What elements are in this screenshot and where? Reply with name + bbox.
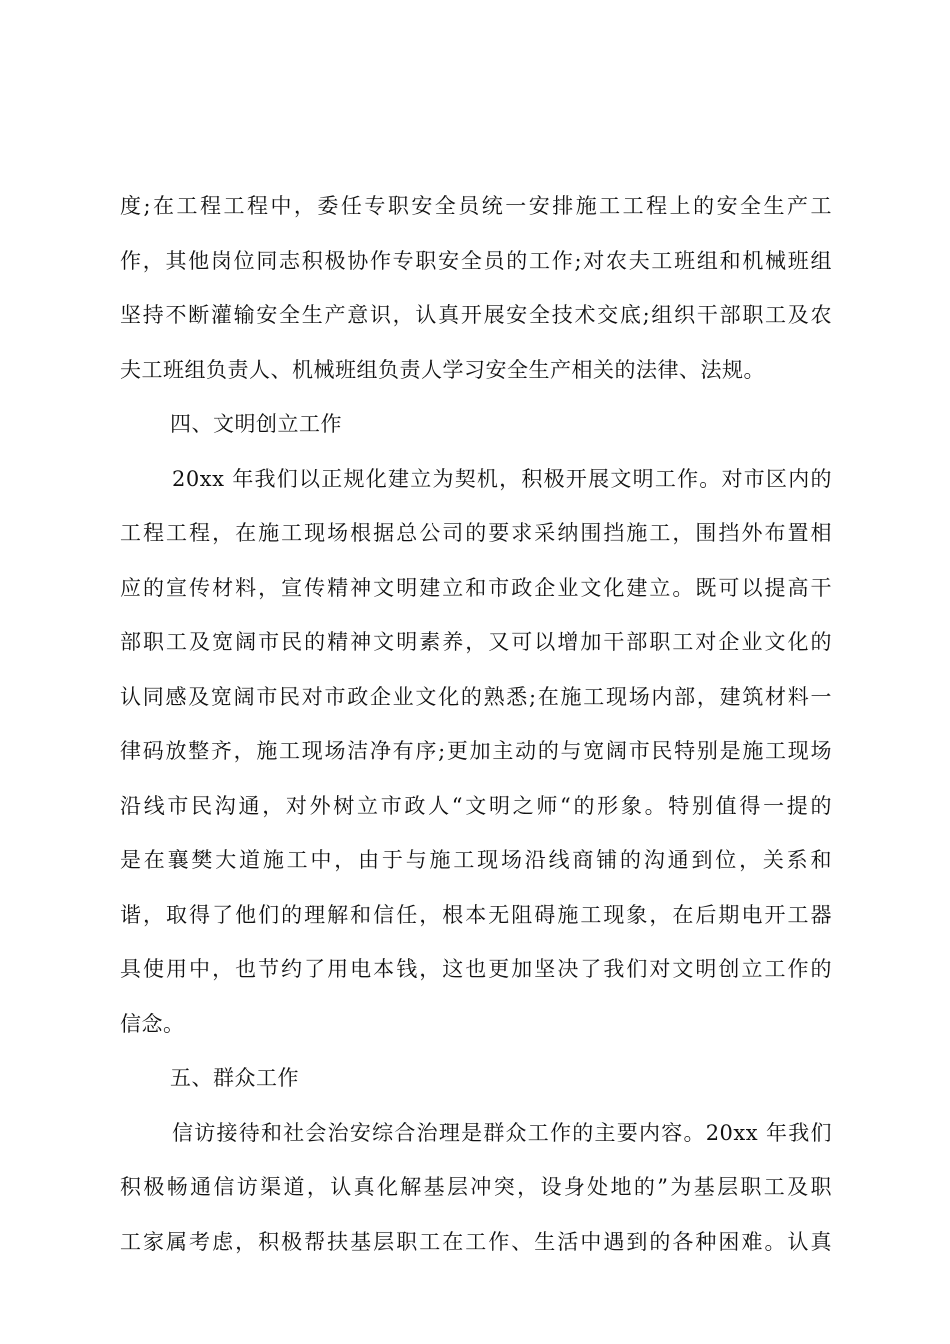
text-line: 作，其他岗位同志积极协作专职安全员的工作;对农夫工班组和机械班组 xyxy=(120,248,832,273)
section-heading: 四、文明创立工作 xyxy=(170,412,342,436)
text-line: 夫工班组负责人、机械班组负责人学习安全生产相关的法律、法规。 xyxy=(120,357,765,382)
text-line: 积极畅通信访渠道，认真化解基层冲突，设身处地的”为基层职工及职 xyxy=(120,1175,832,1199)
text-line: 信念。 xyxy=(120,1011,185,1036)
text-line: 应的宣传材料，宣传精神文明建立和市政企业文化建立。既可以提高干 xyxy=(120,575,832,600)
text-line: 沿线市民沟通，对外树立市政人“文明之师“的形象。特别值得一提的 xyxy=(120,793,832,818)
paragraph-first-line: 20xx 年我们以正规化建立为契机，积极开展文明工作。对市区内的 xyxy=(172,466,832,491)
text-line: 律码放整齐，施工现场洁净有序;更加主动的与宽阔市民特别是施工现场 xyxy=(120,739,832,763)
text-line: 度;在工程工程中，委任专职安全员统一安排施工工程上的安全生产工 xyxy=(120,194,832,218)
text-line: 工程工程，在施工现场根据总公司的要求采纳围挡施工，围挡外布置相 xyxy=(120,521,832,545)
text-line: 谐，取得了他们的理解和信任，根本无阻碍施工现象，在后期电开工器 xyxy=(120,902,832,927)
text-line: 坚持不断灌输安全生产意识，认真开展安全技术交底;组织干部职工及农 xyxy=(120,303,832,327)
text-line: 具使用中，也节约了用电本钱，这也更加坚决了我们对文明创立工作的 xyxy=(120,957,832,981)
text-line: 认同感及宽阔市民对市政企业文化的熟悉;在施工现场内部，建筑材料一 xyxy=(120,684,832,709)
section-heading: 五、群众工作 xyxy=(170,1066,299,1090)
text-line: 部职工及宽阔市民的精神文明素养，又可以增加干部职工对企业文化的 xyxy=(120,630,832,654)
text-line: 工家属考虑，积极帮扶基层职工在工作、生活中遇到的各种困难。认真 xyxy=(120,1229,832,1254)
paragraph-first-line: 信访接待和社会治安综合治理是群众工作的主要内容。20xx 年我们 xyxy=(172,1120,832,1145)
document-body xyxy=(120,184,832,1274)
text-line: 是在襄樊大道施工中，由于与施工现场沿线商铺的沟通到位，关系和 xyxy=(120,848,832,872)
